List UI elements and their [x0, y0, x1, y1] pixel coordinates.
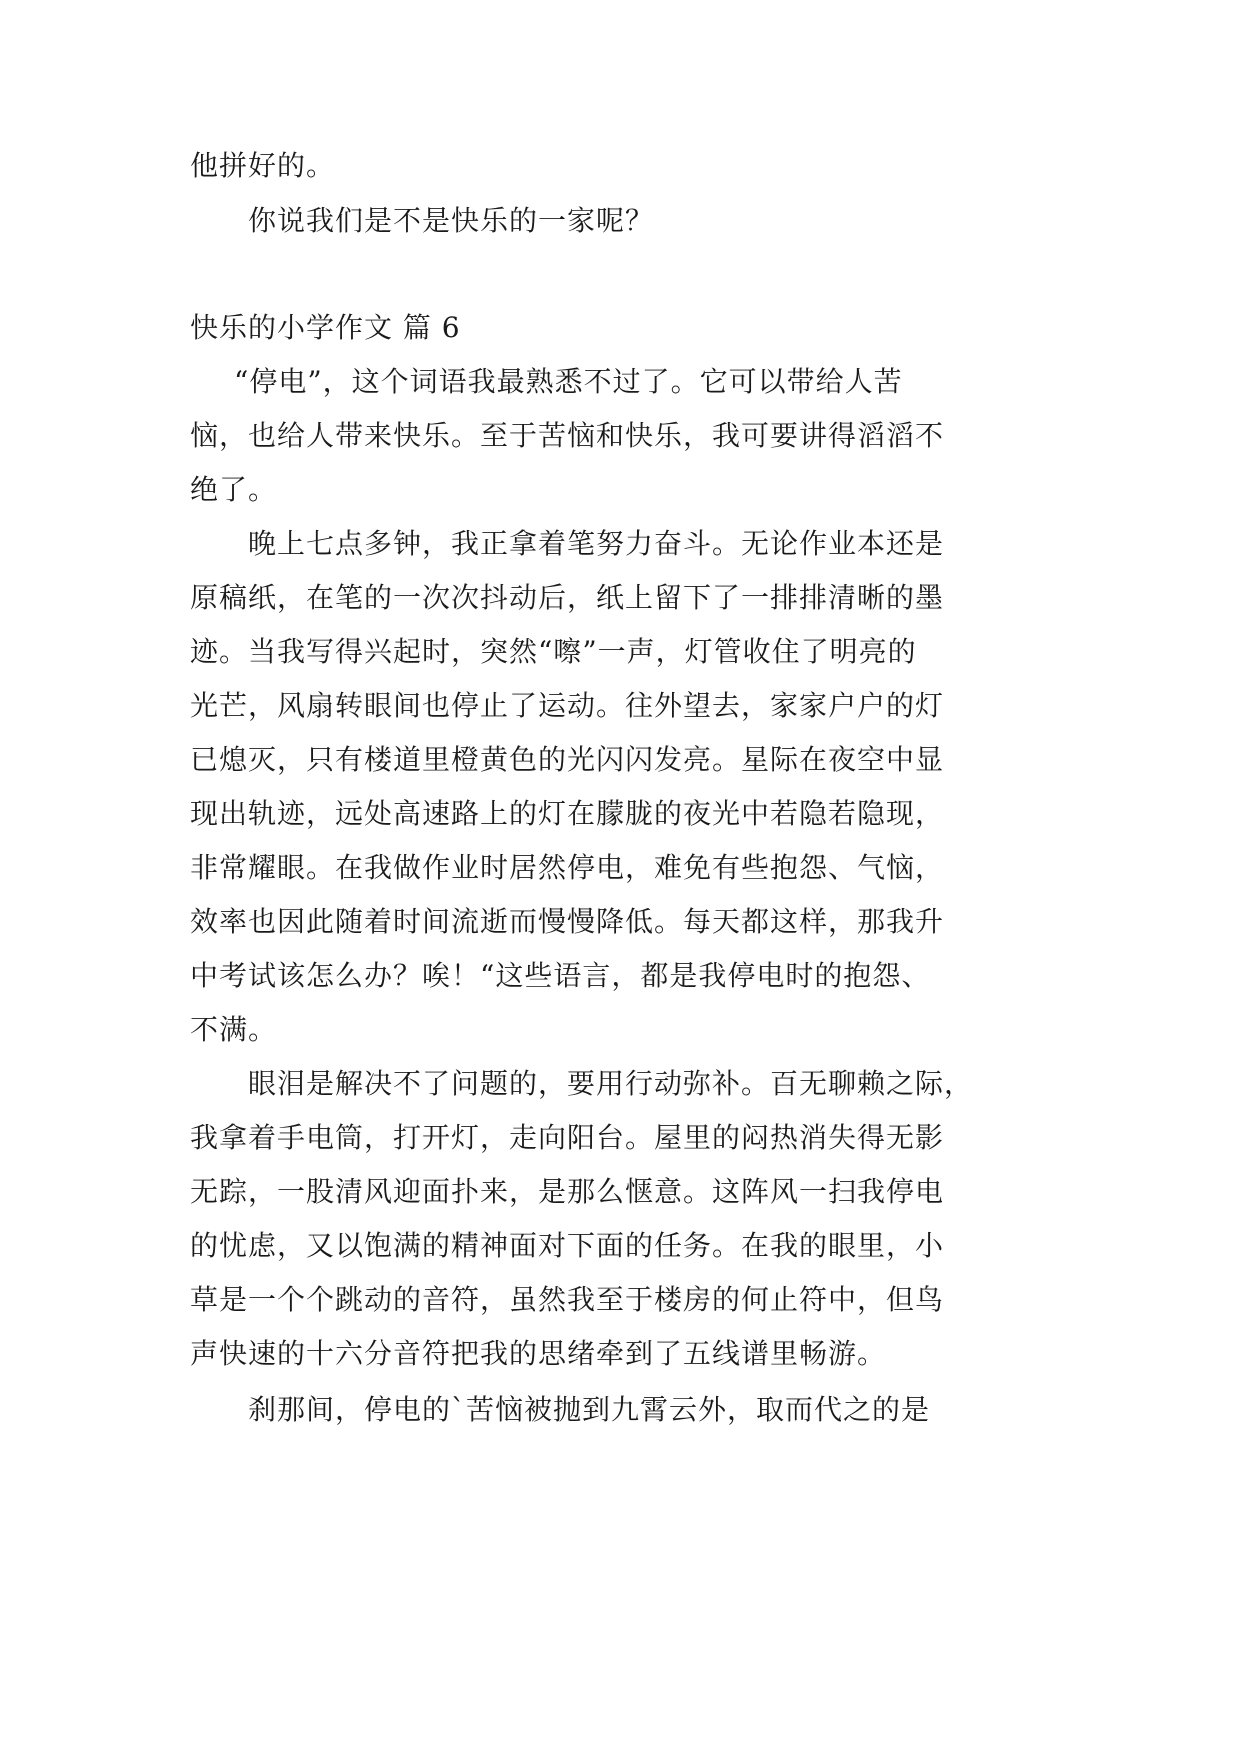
text-line: 中考试该怎么办？唉！“这些语言，都是我停电时的抱怨、: [190, 959, 931, 992]
text-line: 现出轨迹，远处高速路上的灯在朦胧的夜光中若隐若隐现，: [190, 797, 945, 830]
text-line: 声快速的十六分音符把我的思绪牵到了五线谱里畅游。: [190, 1337, 887, 1370]
text-line: 我拿着手电筒，打开灯，走向阳台。屋里的闷热消失得无影: [190, 1121, 945, 1154]
text-line: 晚上七点多钟，我正拿着笔努力奋斗。无论作业本还是: [248, 527, 945, 560]
text-line: 刹那间，停电的`苦恼被抛到九霄云外，取而代之的是: [248, 1393, 931, 1426]
text-line: 的忧虑，又以饱满的精神面对下面的任务。在我的眼里，小: [190, 1229, 945, 1262]
text-line: 已熄灭，只有楼道里橙黄色的光闪闪发亮。星际在夜空中显: [190, 743, 945, 776]
text-line: 光芒，风扇转眼间也停止了运动。往外望去，家家户户的灯: [190, 689, 945, 722]
text-line: 无踪，一股清风迎面扑来，是那么惬意。这阵风一扫我停电: [190, 1175, 945, 1208]
text-line: 眼泪是解决不了问题的，要用行动弥补。百无聊赖之际，: [248, 1067, 974, 1100]
text-line: 你说我们是不是快乐的一家呢？: [248, 204, 655, 237]
text-line: 非常耀眼。在我做作业时居然停电，难免有些抱怨、气恼，: [190, 851, 945, 884]
text-line: “停电”，这个词语我最熟悉不过了。它可以带给人苦: [234, 365, 903, 398]
text-line: 草是一个个跳动的音符，虽然我至于楼房的何止符中，但鸟: [190, 1283, 945, 1316]
text-line: 效率也因此随着时间流逝而慢慢降低。每天都这样，那我升: [190, 905, 945, 938]
section-heading: 快乐的小学作文 篇 6: [190, 311, 461, 344]
text-line: 他拼好的。: [190, 149, 336, 182]
text-line: 不满。: [190, 1013, 278, 1046]
text-line: 原稿纸，在笔的一次次抖动后，纸上留下了一排排清晰的墨: [190, 581, 945, 614]
text-line: 迹。当我写得兴起时，突然“嚓”一声，灯管收住了明亮的: [190, 635, 917, 668]
text-line: 绝了。: [190, 473, 278, 506]
text-line: 恼，也给人带来快乐。至于苦恼和快乐，我可要讲得滔滔不: [190, 419, 945, 452]
